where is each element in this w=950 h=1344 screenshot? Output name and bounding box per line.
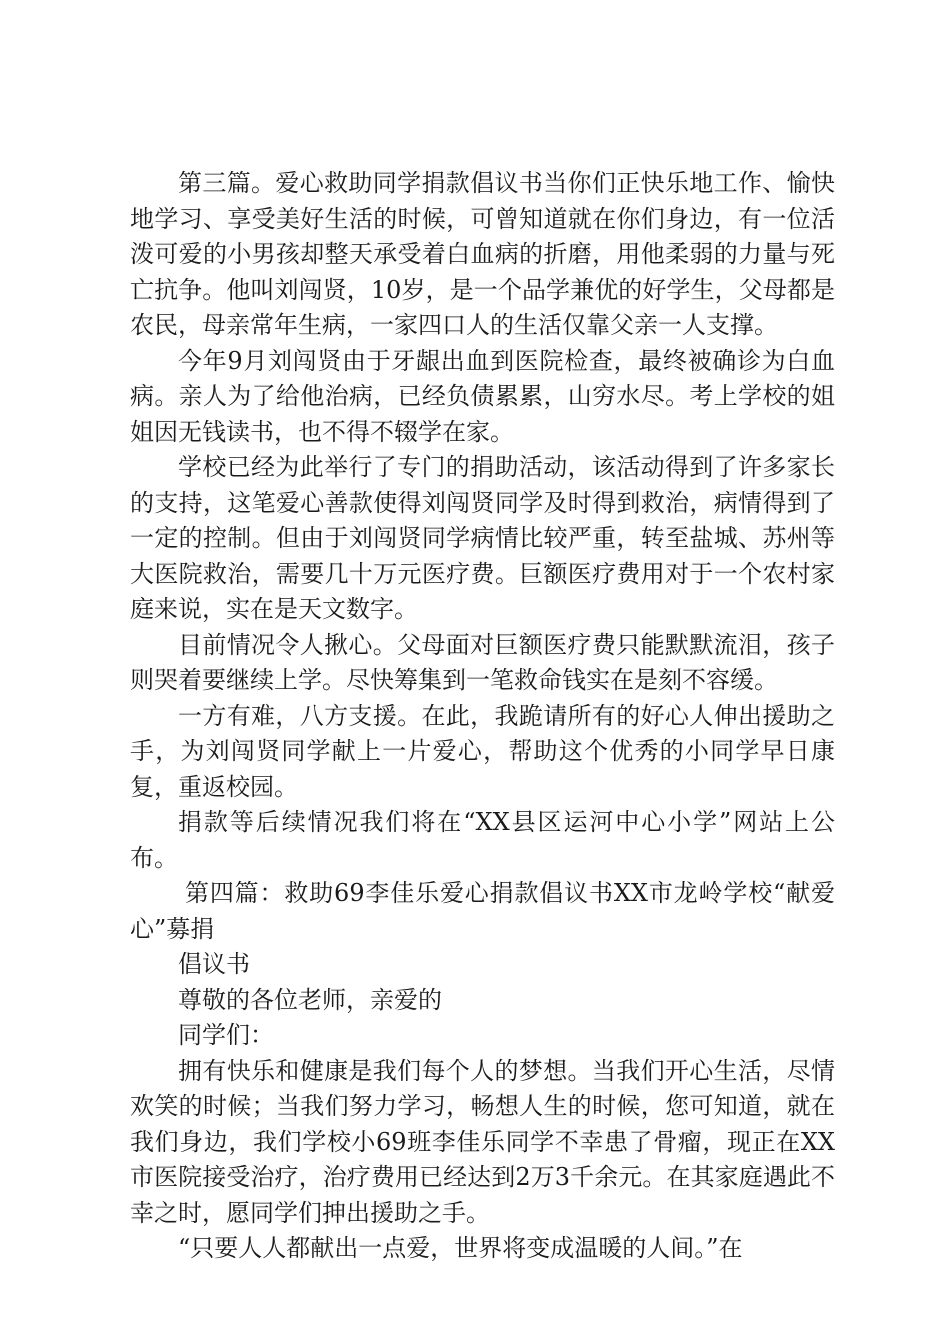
paragraph-appeal: 一方有难，八方支援。在此，我跪请所有的好心人伸出援助之手，为刘闯贤同学献上一片爱心，帮助这个优秀的小同学早日康复，重返校园。 [130, 701, 835, 801]
paragraph-quote: “只要人人都献出一点爱，世界将变成温暖的人间。”在 [178, 1234, 743, 1262]
salutation-line-1: 尊敬的各位老师，亲爱的 [178, 985, 442, 1014]
paragraph-announcement: 捐款等后续情况我们将在“XX县区运河中心小学”网站上公布。 [130, 808, 835, 872]
paragraph-current-situation: 目前情况令人揪心。父母面对巨额医疗费只能默默流泪，孩子则哭着要继续上学。尽快筹集到一笔救命钱实在是刻不容缓。 [130, 630, 835, 694]
salutation-line-2: 同学们： [178, 1021, 274, 1049]
paragraph-school-donation: 学校已经为此举行了专门的捐助活动，该活动得到了许多家长的支持，这笔爱心善款使得刘闯贤同学及时得到救治，病情得到了一定的控制。但由于刘闯贤同学病情比较严重，转至盐城、苏州等大医院救治，需要几十万元医疗费。巨额医疗费用对于一个农村家庭来说，实在是天文数字。 [130, 453, 835, 623]
paragraph-diagnosis: 今年9月刘闯贤由于牙龈出血到医院检查，最终被确诊为白血病。亲人为了给他治病，已经负债累累，山穷水尽。考上学校的姐姐因无钱读书，也不得不辍学在家。 [130, 346, 835, 446]
proposal-label: 倡议书 [178, 950, 250, 978]
paragraph-dream: 拥有快乐和健康是我们每个人的梦想。当我们开心生活，尽情欢笑的时候；当我们努力学习，畅想人生的时候，您可知道，就在我们身边，我们学校小69班李佳乐同学不幸患了骨瘤，现正在XX市医院接受治疗，治疗费用已经达到2万3千余元。在其家庭遇此不幸之时，愿同学们抻出援助之手。 [130, 1056, 835, 1227]
section4-heading: 第四篇：救助69李佳乐爱心捐款倡议书XX市龙岭学校“献爱心”募捐 [130, 879, 835, 943]
paragraph-section3-intro: 第三篇。爱心救助同学捐款倡议书当你们正快乐地工作、愉快地学习、享受美好生活的时候，可曾知道就在你们身边，有一位活泼可爱的小男孩却整天承受着白血病的折磨，用他柔弱的力量与死亡抗争。他叫刘闯贤，10岁，是一个品学兼优的好学生，父母都是农民，母亲常年生病，一家四口人的生活仅靠父亲一人支撑。 [130, 169, 835, 339]
document-body [130, 166, 835, 1267]
